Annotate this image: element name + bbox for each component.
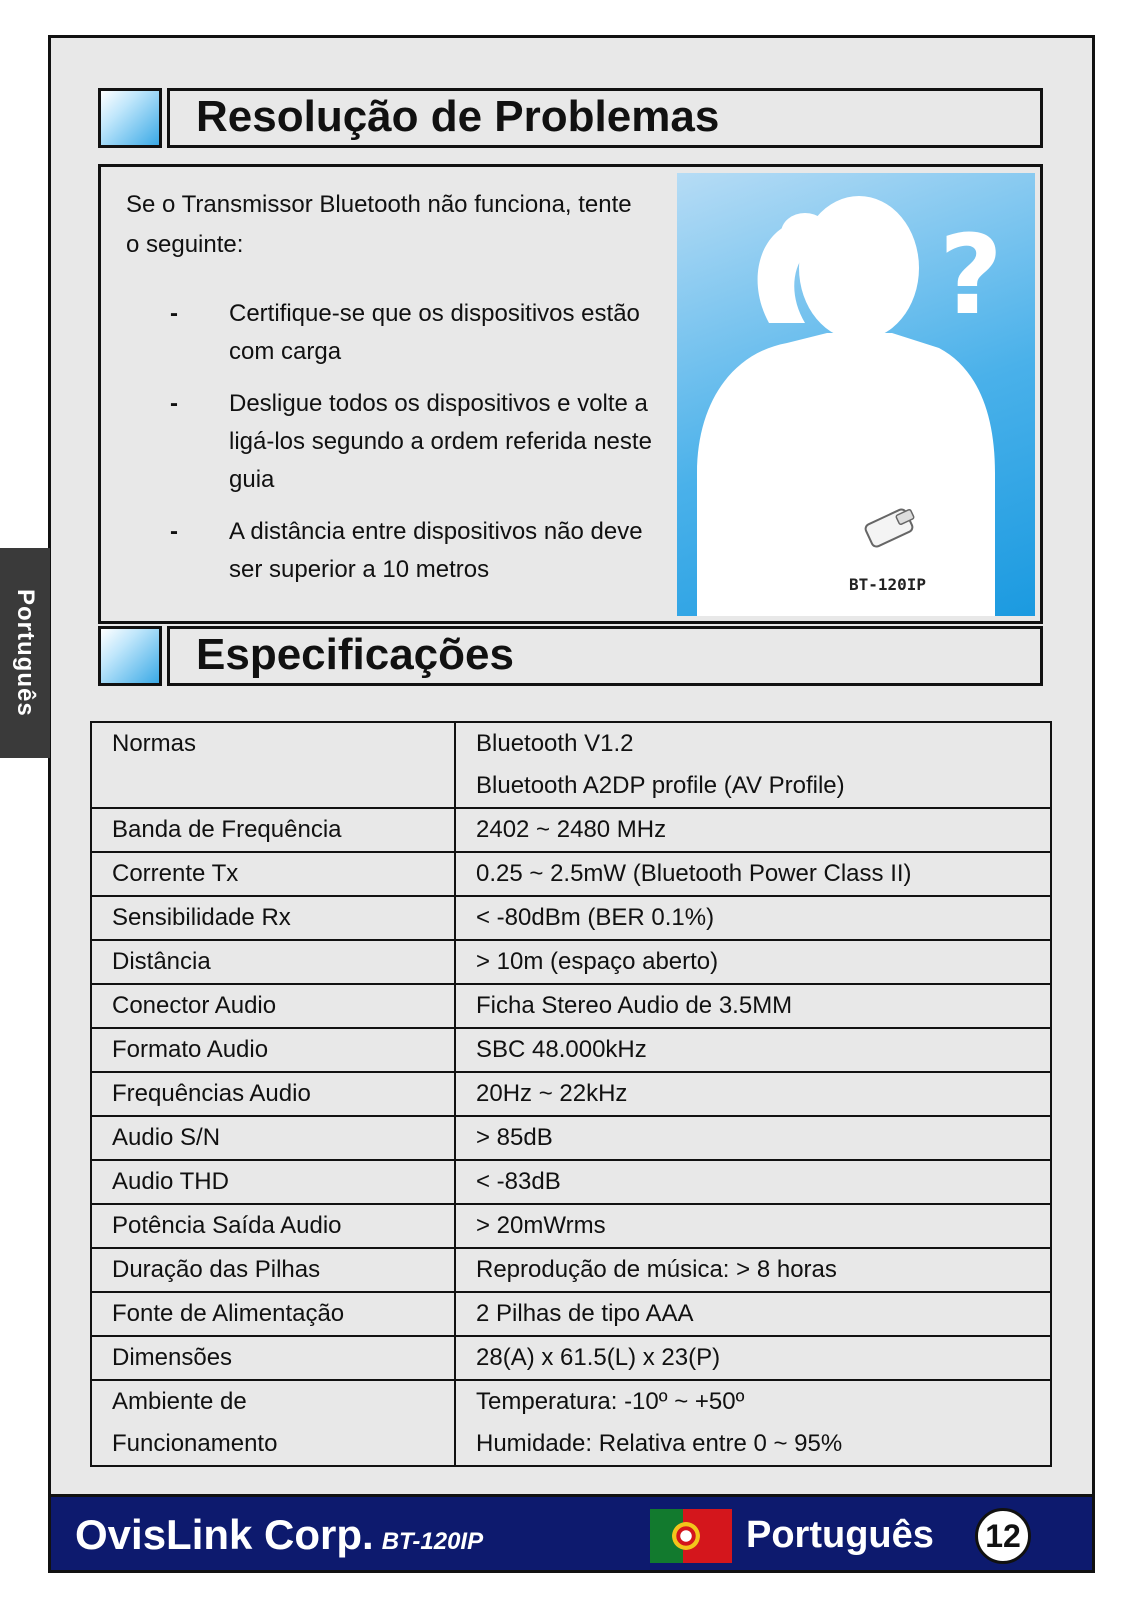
spec-value: Bluetooth V1.2 [476, 730, 634, 757]
person-silhouette-icon [677, 173, 1035, 616]
spec-label: Corrente Tx [112, 860, 239, 887]
spec-row [91, 1116, 1051, 1160]
spec-label-cell [91, 852, 455, 896]
spec-value-cell [455, 852, 1051, 896]
spec-value-cell [455, 1380, 1051, 1466]
spec-row [91, 1380, 1051, 1466]
spec-label-cell [91, 940, 455, 984]
flag-emblem-icon [672, 1522, 700, 1550]
spec-value-cell [455, 940, 1051, 984]
spec-label: Formato Audio [112, 1036, 269, 1063]
spec-label: Sensibilidade Rx [112, 904, 291, 931]
spec-label: Fonte de Alimentação [112, 1300, 345, 1327]
spec-label: Audio THD [112, 1168, 229, 1195]
spec-value: Bluetooth A2DP profile (AV Profile) [476, 772, 845, 799]
spec-row [91, 1248, 1051, 1292]
tip-text: A distância entre dispositivos não deve ser superior a 10 metros [229, 518, 643, 583]
spec-value: > 85dB [476, 1124, 553, 1151]
spec-value: Humidade: Relativa entre 0 ~ 95% [476, 1430, 843, 1457]
spec-label-cell [91, 1292, 455, 1336]
spec-label: Potência Saída Audio [112, 1212, 342, 1239]
tip-text: Desligue todos os dispositivos e volte a ligá-los segundo a ordem referida neste guia [229, 390, 652, 493]
side-tab-label: Português [12, 589, 39, 717]
spec-label-cell [91, 808, 455, 852]
model-name: BT-120IP [381, 1528, 484, 1555]
spec-value-cell [455, 984, 1051, 1028]
spec-label-cell [91, 1160, 455, 1204]
language-side-tab [0, 548, 50, 758]
troubleshooting-header [167, 88, 1043, 148]
spec-value-cell [455, 1336, 1051, 1380]
spec-value-cell [455, 1204, 1051, 1248]
spec-value: 2402 ~ 2480 MHz [476, 816, 667, 843]
spec-label: Normas [112, 730, 197, 757]
spec-value: 0.25 ~ 2.5mW (Bluetooth Power Class II) [476, 860, 912, 887]
spec-label: Banda de Frequência [112, 816, 342, 843]
specifications-title: Especificações [196, 630, 514, 679]
spec-value-cell [455, 1248, 1051, 1292]
spec-label: Dimensões [112, 1344, 233, 1371]
footer-bar [48, 1494, 1095, 1573]
tip-bullet: - [170, 300, 178, 327]
spec-row [91, 1072, 1051, 1116]
tip-item [126, 295, 666, 371]
section-square-icon [98, 88, 162, 148]
tip-item [126, 385, 666, 499]
spec-label-cell [91, 1380, 455, 1466]
spec-value: Ficha Stereo Audio de 3.5MM [476, 992, 793, 1019]
spec-label-cell [91, 1028, 455, 1072]
spec-value: > 10m (espaço aberto) [476, 948, 719, 975]
spec-row [91, 1204, 1051, 1248]
tip-bullet: - [170, 390, 178, 417]
svg-text:?: ? [939, 211, 1003, 339]
spec-row [91, 896, 1051, 940]
confused-user-illustration [677, 173, 1035, 616]
spec-row [91, 852, 1051, 896]
spec-row [91, 940, 1051, 984]
page-number: 12 [975, 1508, 1031, 1564]
portugal-flag-icon [650, 1509, 732, 1563]
spec-label: Audio S/N [112, 1124, 221, 1151]
troubleshooting-title: Resolução de Problemas [196, 92, 720, 141]
spec-value: 2 Pilhas de tipo AAA [476, 1300, 694, 1327]
spec-value: 20Hz ~ 22kHz [476, 1080, 628, 1107]
spec-label-cell [91, 896, 455, 940]
spec-row [91, 984, 1051, 1028]
spec-value-cell [455, 1116, 1051, 1160]
footer-language: Português [746, 1514, 934, 1556]
spec-value-cell [455, 1160, 1051, 1204]
spec-value-cell [455, 1292, 1051, 1336]
spec-value-cell [455, 808, 1051, 852]
spec-value-cell [455, 896, 1051, 940]
spec-label: Duração das Pilhas [112, 1256, 321, 1283]
spec-value-cell [455, 1072, 1051, 1116]
spec-row [91, 808, 1051, 852]
brand-name: OvisLink Corp. [75, 1511, 374, 1558]
spec-value: > 20mWrms [476, 1212, 606, 1239]
spec-label: Ambiente de [112, 1388, 247, 1415]
spec-label [112, 765, 454, 807]
spec-row [91, 1292, 1051, 1336]
troubleshooting-tips [126, 295, 666, 603]
spec-row [91, 722, 1051, 808]
spec-label-cell [91, 1204, 455, 1248]
spec-label-cell [91, 722, 455, 808]
tip-bullet: - [170, 518, 178, 545]
spec-value-cell [455, 1028, 1051, 1072]
spec-label-cell [91, 1336, 455, 1380]
device-model-label: BT-120IP [849, 575, 927, 594]
troubleshooting-intro: Se o Transmissor Bluetooth não funciona, tente o seguinte: [126, 191, 632, 258]
spec-value: 28(A) x 61.5(L) x 23(P) [476, 1344, 721, 1371]
spec-row [91, 1336, 1051, 1380]
tip-item [126, 513, 666, 589]
spec-value: < -80dBm (BER 0.1%) [476, 904, 715, 931]
spec-label-cell [91, 1248, 455, 1292]
spec-value-cell [455, 722, 1051, 808]
tip-text: Certifique-se que os dispositivos estão com carga [229, 300, 640, 365]
spec-value: SBC 48.000kHz [476, 1036, 647, 1063]
specifications-table [90, 721, 1052, 1467]
spec-value: Reprodução de música: > 8 horas [476, 1256, 837, 1283]
spec-label-cell [91, 1116, 455, 1160]
footer-brand [75, 1511, 483, 1559]
spec-label: Conector Audio [112, 992, 277, 1019]
spec-label-cell [91, 984, 455, 1028]
spec-value: Temperatura: -10º ~ +50º [476, 1388, 745, 1415]
spec-value: < -83dB [476, 1168, 561, 1195]
spec-label: Distância [112, 948, 211, 975]
specifications-header [167, 626, 1043, 686]
spec-row [91, 1160, 1051, 1204]
troubleshooting-panel [98, 164, 1043, 624]
spec-label: Frequências Audio [112, 1080, 311, 1107]
section-square-icon [98, 626, 162, 686]
spec-label-cell [91, 1072, 455, 1116]
spec-label: Funcionamento [112, 1430, 278, 1457]
spec-row [91, 1028, 1051, 1072]
